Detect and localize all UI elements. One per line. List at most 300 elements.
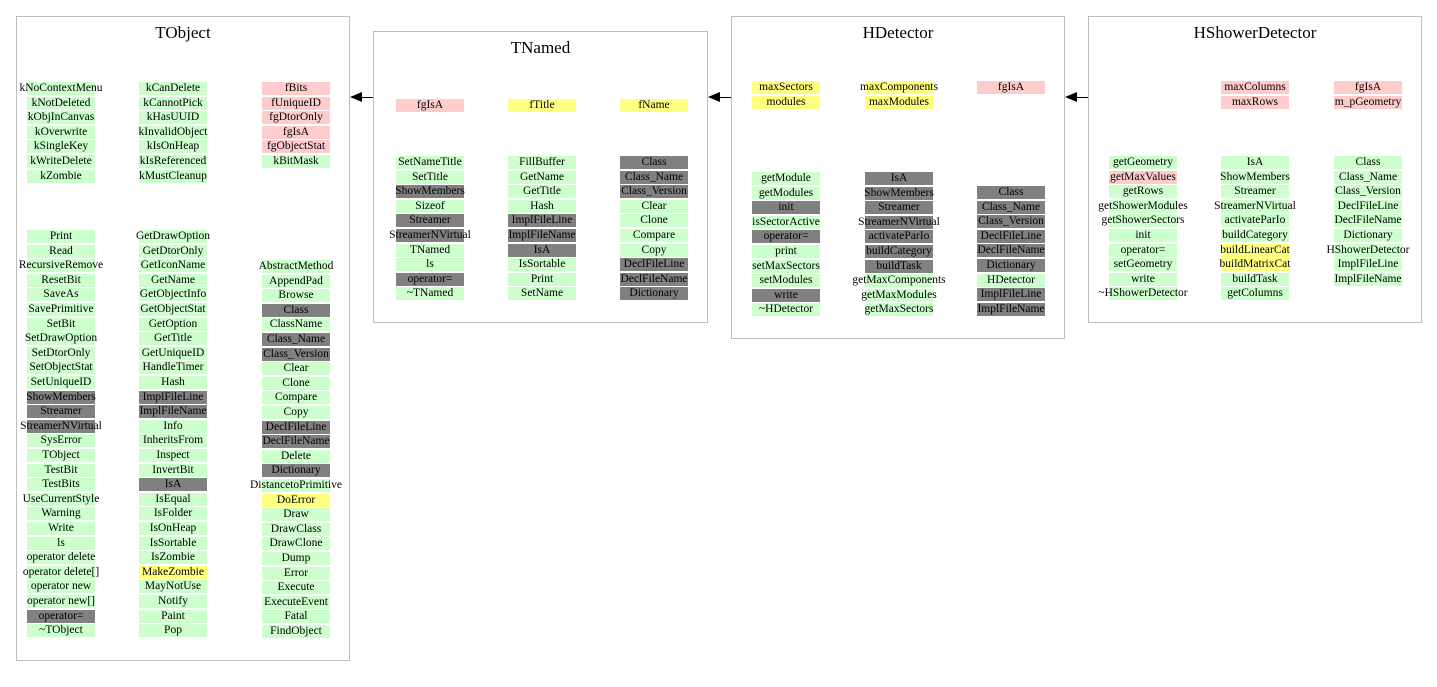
member-info[interactable]	[113, 420, 233, 433]
member-getmodules[interactable]	[726, 187, 846, 200]
member-implfileline[interactable]	[482, 214, 602, 227]
member-executeevent[interactable]	[236, 596, 356, 609]
member-ftitle[interactable]	[482, 99, 602, 112]
member-declfilename[interactable]	[594, 273, 714, 286]
member-maxcomponents[interactable]	[839, 81, 959, 94]
member-isa[interactable]	[113, 478, 233, 491]
member-read[interactable]	[1, 245, 121, 258]
member-hshowerdetector[interactable]	[1083, 287, 1203, 300]
member-setnametitle[interactable]	[370, 156, 490, 169]
member-label: buildCategory	[866, 245, 932, 257]
member-label: kNotDeleted	[31, 96, 91, 109]
member-label: init	[1135, 229, 1151, 241]
member-tobject[interactable]	[1, 624, 121, 637]
member-getshowersectors[interactable]	[1083, 214, 1203, 227]
member-label: ~TNamed	[406, 287, 454, 300]
member-clear[interactable]	[594, 200, 714, 213]
member-showmembers[interactable]	[1195, 171, 1315, 184]
member-streamer[interactable]	[1195, 185, 1315, 198]
member-operator-delete[interactable]	[1, 566, 121, 579]
member-label: GetName	[519, 170, 565, 183]
member-clear[interactable]	[236, 362, 356, 375]
member-declfilename[interactable]	[1308, 214, 1428, 227]
member-label: getColumns	[1227, 287, 1283, 300]
member-compare[interactable]	[594, 229, 714, 242]
member-setobjectstat[interactable]	[1, 361, 121, 374]
member-label: Copy	[283, 406, 309, 418]
member-label: TestBits	[42, 478, 80, 491]
member-write[interactable]	[1, 522, 121, 535]
member-label: ImplFileLine	[980, 288, 1042, 301]
member-inspect[interactable]	[113, 449, 233, 462]
member-label: SetDrawOption	[24, 332, 98, 345]
member-label: ImplFileName	[977, 302, 1045, 315]
member-hash[interactable]	[113, 376, 233, 389]
member-streamernvirtual[interactable]	[370, 229, 490, 242]
member-label: operator=	[1120, 243, 1166, 256]
member-declfileline[interactable]	[236, 421, 356, 434]
member-label: modules	[766, 95, 806, 108]
member-hdetector[interactable]	[726, 303, 846, 316]
member-label: getMaxModules	[861, 288, 937, 301]
member-fgisa[interactable]	[236, 126, 356, 139]
member-label: TObject	[42, 449, 80, 461]
member-getobjectinfo[interactable]	[113, 288, 233, 301]
member-buildcategory[interactable]	[839, 245, 959, 258]
member-label: IsSortable	[149, 536, 197, 549]
member-label: Warning	[41, 507, 81, 520]
member-copy[interactable]	[594, 244, 714, 257]
member-getmaxsectors[interactable]	[839, 303, 959, 316]
member-write[interactable]	[1083, 273, 1203, 286]
member-print[interactable]	[482, 273, 602, 286]
member-pop[interactable]	[113, 624, 233, 637]
member-class[interactable]	[951, 186, 1071, 199]
member-operator[interactable]	[370, 273, 490, 286]
member-m-pgeometry[interactable]	[1308, 96, 1428, 109]
member-implfilename[interactable]	[1308, 273, 1428, 286]
member-issectoractive[interactable]	[726, 216, 846, 229]
member-fname[interactable]	[594, 99, 714, 112]
member-label: operator new[]	[26, 595, 95, 607]
member-fbits[interactable]	[236, 82, 356, 95]
member-getobjectstat[interactable]	[113, 303, 233, 316]
member-implfileline[interactable]	[1308, 258, 1428, 271]
member-label: GetIconName	[140, 259, 206, 272]
member-isfolder[interactable]	[113, 507, 233, 520]
member-label: ImplFileLine	[511, 214, 573, 227]
member-implfileline[interactable]	[951, 288, 1071, 301]
member-label: fgIsA	[1354, 81, 1382, 93]
member-label: operator=	[763, 230, 809, 243]
member-showmembers[interactable]	[370, 185, 490, 198]
member-operator[interactable]	[1, 610, 121, 623]
member-setmaxsectors[interactable]	[726, 260, 846, 273]
member-browse[interactable]	[236, 289, 356, 302]
member-label: Class	[283, 303, 309, 316]
member-label: StreamerNVirtual	[20, 419, 102, 432]
member-declfilename[interactable]	[236, 435, 356, 448]
inheritance-arrow-icon	[1065, 92, 1077, 102]
member-knocontextmenu[interactable]	[1, 82, 121, 95]
member-label: IsEqual	[155, 492, 191, 505]
member-label: kZombie	[40, 169, 82, 182]
member-distancetoprimitive[interactable]	[236, 479, 356, 492]
member-streamer[interactable]	[1, 405, 121, 418]
member-implfilename[interactable]	[113, 405, 233, 418]
member-buildmatrixcat[interactable]	[1195, 258, 1315, 271]
member-write[interactable]	[726, 289, 846, 302]
member-streamer[interactable]	[370, 214, 490, 227]
member-label: DeclFileName	[620, 272, 688, 285]
member-getoption[interactable]	[113, 318, 233, 331]
member-label: getGeometry	[1112, 156, 1174, 168]
member-setdtoronly[interactable]	[1, 347, 121, 360]
member-fgisa[interactable]	[370, 99, 490, 112]
member-setdrawoption[interactable]	[1, 332, 121, 345]
member-dump[interactable]	[236, 552, 356, 565]
member-label: Streamer	[40, 405, 82, 418]
member-iszombie[interactable]	[113, 551, 233, 564]
member-doerror[interactable]	[236, 494, 356, 507]
member-class-version[interactable]	[1308, 185, 1428, 198]
member-getgeometry[interactable]	[1083, 156, 1203, 169]
member-label: fBits	[284, 82, 308, 94]
member-label: IsA	[164, 478, 182, 491]
member-inheritsfrom[interactable]	[113, 434, 233, 447]
member-testbits[interactable]	[1, 478, 121, 491]
member-kbitmask[interactable]	[236, 155, 356, 168]
member-label: IsFolder	[153, 507, 193, 520]
member-draw[interactable]	[236, 508, 356, 521]
member-getname[interactable]	[482, 171, 602, 184]
member-label: Pop	[164, 624, 182, 637]
member-gettitle[interactable]	[482, 185, 602, 198]
member-label: Compare	[274, 391, 318, 404]
member-class-name[interactable]	[594, 171, 714, 184]
class-title: HShowerDetector	[1193, 23, 1317, 42]
member-kcannotpick[interactable]	[113, 97, 233, 110]
member-activatepario[interactable]	[1195, 214, 1315, 227]
member-kzombie[interactable]	[1, 170, 121, 183]
member-saveprimitive[interactable]	[1, 303, 121, 316]
member-label: StreamerNVirtual	[1214, 199, 1296, 212]
member-showmembers[interactable]	[1, 391, 121, 404]
member-label: Inspect	[156, 449, 190, 461]
member-label: Class_Name	[624, 170, 684, 183]
member-operator-new[interactable]	[1, 580, 121, 593]
member-label: buildTask	[876, 259, 922, 272]
member-label: ls	[426, 258, 434, 271]
member-label: Execute	[277, 581, 315, 594]
member-label: SavePrimitive	[28, 303, 94, 315]
member-streamernvirtual[interactable]	[839, 216, 959, 229]
member-declfileline[interactable]	[951, 230, 1071, 243]
member-init[interactable]	[726, 201, 846, 214]
member-label: ShowMembers	[26, 390, 96, 403]
member-label: InheritsFrom	[142, 434, 204, 447]
member-class-version[interactable]	[951, 215, 1071, 228]
member-label: DeclFileName	[977, 244, 1045, 257]
member-kcandelete[interactable]	[113, 82, 233, 95]
member-fgisa[interactable]	[951, 81, 1071, 94]
member-tnamed[interactable]	[370, 287, 490, 300]
member-hdetector[interactable]	[951, 274, 1071, 287]
member-ls[interactable]	[370, 258, 490, 271]
member-label: IsA	[1246, 156, 1264, 168]
member-activatepario[interactable]	[839, 230, 959, 243]
member-maxrows[interactable]	[1195, 96, 1315, 109]
member-issortable[interactable]	[113, 537, 233, 550]
member-operator-delete[interactable]	[1, 551, 121, 564]
member-paint[interactable]	[113, 610, 233, 623]
member-kinvalidobject[interactable]	[113, 126, 233, 139]
member-syserror[interactable]	[1, 434, 121, 447]
member-implfileline[interactable]	[113, 391, 233, 404]
member-label: Class	[641, 156, 667, 168]
member-print[interactable]	[1, 230, 121, 243]
member-class-version[interactable]	[594, 185, 714, 198]
member-clone[interactable]	[236, 377, 356, 390]
member-class[interactable]	[594, 156, 714, 169]
member-class-name[interactable]	[951, 201, 1071, 214]
member-setuniqueid[interactable]	[1, 376, 121, 389]
member-class-name[interactable]	[1308, 171, 1428, 184]
member-gettitle[interactable]	[113, 332, 233, 345]
member-getcolumns[interactable]	[1195, 287, 1315, 300]
member-maxcolumns[interactable]	[1195, 81, 1315, 94]
member-getshowermodules[interactable]	[1083, 200, 1203, 213]
member-getmaxvalues[interactable]	[1083, 171, 1203, 184]
member-classname[interactable]	[236, 318, 356, 331]
member-streamernvirtual[interactable]	[1195, 200, 1315, 213]
member-handletimer[interactable]	[113, 361, 233, 374]
member-maxmodules[interactable]	[839, 96, 959, 109]
member-label: DrawClone	[269, 537, 323, 550]
member-label: Class_Version	[978, 215, 1044, 228]
member-appendpad[interactable]	[236, 275, 356, 288]
member-fillbuffer[interactable]	[482, 156, 602, 169]
member-getmaxmodules[interactable]	[839, 289, 959, 302]
member-getrows[interactable]	[1083, 185, 1203, 198]
member-error[interactable]	[236, 567, 356, 580]
member-isequal[interactable]	[113, 493, 233, 506]
member-ksinglekey[interactable]	[1, 140, 121, 153]
member-label: setMaxSectors	[752, 259, 820, 272]
member-findobject[interactable]	[236, 625, 356, 638]
member-label: kSingleKey	[33, 140, 89, 153]
member-label: ImplFileLine	[142, 390, 204, 403]
member-copy[interactable]	[236, 406, 356, 419]
member-label: getModule	[761, 172, 811, 184]
member-buildtask[interactable]	[1195, 273, 1315, 286]
member-modules[interactable]	[726, 96, 846, 109]
member-setmodules[interactable]	[726, 274, 846, 287]
member-streamer[interactable]	[839, 201, 959, 214]
member-label: kIsOnHeap	[146, 140, 200, 153]
member-hash[interactable]	[482, 200, 602, 213]
member-dictionary[interactable]	[594, 287, 714, 300]
member-operator-new[interactable]	[1, 595, 121, 608]
member-label: AbstractMethod	[258, 260, 334, 272]
member-koverwrite[interactable]	[1, 126, 121, 139]
member-implfilename[interactable]	[951, 303, 1071, 316]
member-resetbit[interactable]	[1, 274, 121, 287]
member-usecurrentstyle[interactable]	[1, 493, 121, 506]
member-label: maxComponents	[860, 81, 938, 93]
member-implfilename[interactable]	[482, 229, 602, 242]
member-label: Class_Name	[1338, 170, 1398, 183]
member-class[interactable]	[1308, 156, 1428, 169]
member-label: Fatal	[284, 610, 308, 623]
member-khasuuid[interactable]	[113, 111, 233, 124]
member-label: buildTask	[1232, 272, 1278, 285]
member-getdrawoption[interactable]	[113, 230, 233, 243]
member-label: IsA	[533, 243, 551, 256]
member-label: kNoContextMenu	[19, 82, 103, 94]
member-label: Dictionary	[629, 287, 679, 300]
member-buildlinearcat[interactable]	[1195, 244, 1315, 257]
member-print[interactable]	[726, 245, 846, 258]
member-label: StreamerNVirtual	[389, 229, 471, 241]
member-declfileline[interactable]	[1308, 200, 1428, 213]
member-getmodule[interactable]	[726, 172, 846, 185]
member-kisonheap[interactable]	[113, 140, 233, 153]
member-abstractmethod[interactable]	[236, 260, 356, 273]
member-label: Browse	[278, 289, 314, 302]
member-fatal[interactable]	[236, 610, 356, 623]
member-label: GetTitle	[523, 185, 561, 198]
member-label: ShowMembers	[864, 186, 934, 199]
member-label: MayNotUse	[144, 580, 202, 593]
member-label: Clone	[640, 214, 668, 227]
member-funiqueid[interactable]	[236, 97, 356, 110]
member-setgeometry[interactable]	[1083, 258, 1203, 271]
member-recursiveremove[interactable]	[1, 259, 121, 272]
member-dictionary[interactable]	[951, 259, 1071, 272]
member-hshowerdetector[interactable]	[1308, 244, 1428, 257]
member-label: kHasUUID	[146, 111, 200, 124]
member-showmembers[interactable]	[839, 187, 959, 200]
member-dictionary[interactable]	[236, 464, 356, 477]
member-testbit[interactable]	[1, 464, 121, 477]
inheritance-arrow-icon	[708, 92, 720, 102]
member-label: ~TObject	[39, 624, 83, 637]
member-label: Hash	[530, 199, 554, 212]
member-kisreferenced[interactable]	[113, 155, 233, 168]
member-init[interactable]	[1083, 229, 1203, 242]
member-drawclone[interactable]	[236, 537, 356, 550]
member-class-name[interactable]	[236, 333, 356, 346]
member-label: DeclFileName	[262, 435, 330, 448]
member-isa[interactable]	[839, 172, 959, 185]
member-kwritedelete[interactable]	[1, 155, 121, 168]
member-declfilename[interactable]	[951, 244, 1071, 257]
member-label: Notify	[157, 595, 189, 607]
member-label: Paint	[161, 609, 185, 622]
member-knotdeleted[interactable]	[1, 97, 121, 110]
member-label: kCannotPick	[143, 96, 203, 109]
member-execute[interactable]	[236, 581, 356, 594]
member-label: getMaxValues	[1110, 170, 1176, 183]
member-class-version[interactable]	[236, 348, 356, 361]
member-isonheap[interactable]	[113, 522, 233, 535]
member-getname[interactable]	[113, 274, 233, 287]
member-compare[interactable]	[236, 391, 356, 404]
member-label: Hash	[161, 376, 185, 388]
member-maynotuse[interactable]	[113, 580, 233, 593]
member-tnamed[interactable]	[370, 244, 490, 257]
member-label: SetNameTitle	[398, 156, 462, 168]
member-operator[interactable]	[1083, 244, 1203, 257]
member-label: write	[774, 288, 798, 301]
member-buildtask[interactable]	[839, 260, 959, 273]
member-issortable[interactable]	[482, 258, 602, 271]
member-settitle[interactable]	[370, 171, 490, 184]
member-label: kMustCleanup	[139, 169, 207, 182]
member-clone[interactable]	[594, 214, 714, 227]
member-tobject[interactable]	[1, 449, 121, 462]
member-dictionary[interactable]	[1308, 229, 1428, 242]
member-label: TestBit	[44, 463, 78, 476]
member-label: Class_Version	[621, 185, 687, 198]
member-notify[interactable]	[113, 595, 233, 608]
member-declfileline[interactable]	[594, 258, 714, 271]
member-getdtoronly[interactable]	[113, 245, 233, 258]
member-kobjincanvas[interactable]	[1, 111, 121, 124]
member-drawclass[interactable]	[236, 523, 356, 536]
member-buildcategory[interactable]	[1195, 229, 1315, 242]
member-saveas[interactable]	[1, 288, 121, 301]
member-label: init	[778, 201, 794, 214]
member-label: DeclFileLine	[1337, 199, 1399, 212]
member-isa[interactable]	[482, 244, 602, 257]
member-delete[interactable]	[236, 450, 356, 463]
member-label: Dictionary	[1343, 229, 1393, 241]
member-label: DistancetoPrimitive	[250, 479, 342, 491]
member-label: IsSortable	[518, 258, 566, 271]
member-operator[interactable]	[726, 230, 846, 243]
member-isa[interactable]	[1195, 156, 1315, 169]
member-fgdtoronly[interactable]	[236, 111, 356, 124]
member-geticonname[interactable]	[113, 259, 233, 272]
member-label: Delete	[280, 449, 311, 462]
member-setname[interactable]	[482, 287, 602, 300]
member-fgisa[interactable]	[1308, 81, 1428, 94]
member-class[interactable]	[236, 304, 356, 317]
member-invertbit[interactable]	[113, 464, 233, 477]
member-label: activateParIo	[868, 230, 930, 243]
member-kmustcleanup[interactable]	[113, 170, 233, 183]
member-makezombie[interactable]	[113, 566, 233, 579]
member-label: activateParIo	[1224, 214, 1286, 227]
member-sizeof[interactable]	[370, 200, 490, 213]
member-getuniqueid[interactable]	[113, 347, 233, 360]
member-label: ImplFileName	[1334, 272, 1402, 285]
member-maxsectors[interactable]	[726, 81, 846, 94]
member-getmaxcomponents[interactable]	[839, 274, 959, 287]
member-label: Class_Name	[266, 333, 326, 345]
member-warning[interactable]	[1, 507, 121, 520]
member-label: GetUniqueID	[141, 346, 205, 359]
member-label: Class	[998, 186, 1024, 198]
member-setbit[interactable]	[1, 318, 121, 331]
member-streamernvirtual[interactable]	[1, 420, 121, 433]
member-label: MakeZombie	[142, 565, 204, 578]
member-fgobjectstat[interactable]	[236, 140, 356, 153]
member-label: ImplFileName	[508, 229, 576, 241]
member-ls[interactable]	[1, 537, 121, 550]
